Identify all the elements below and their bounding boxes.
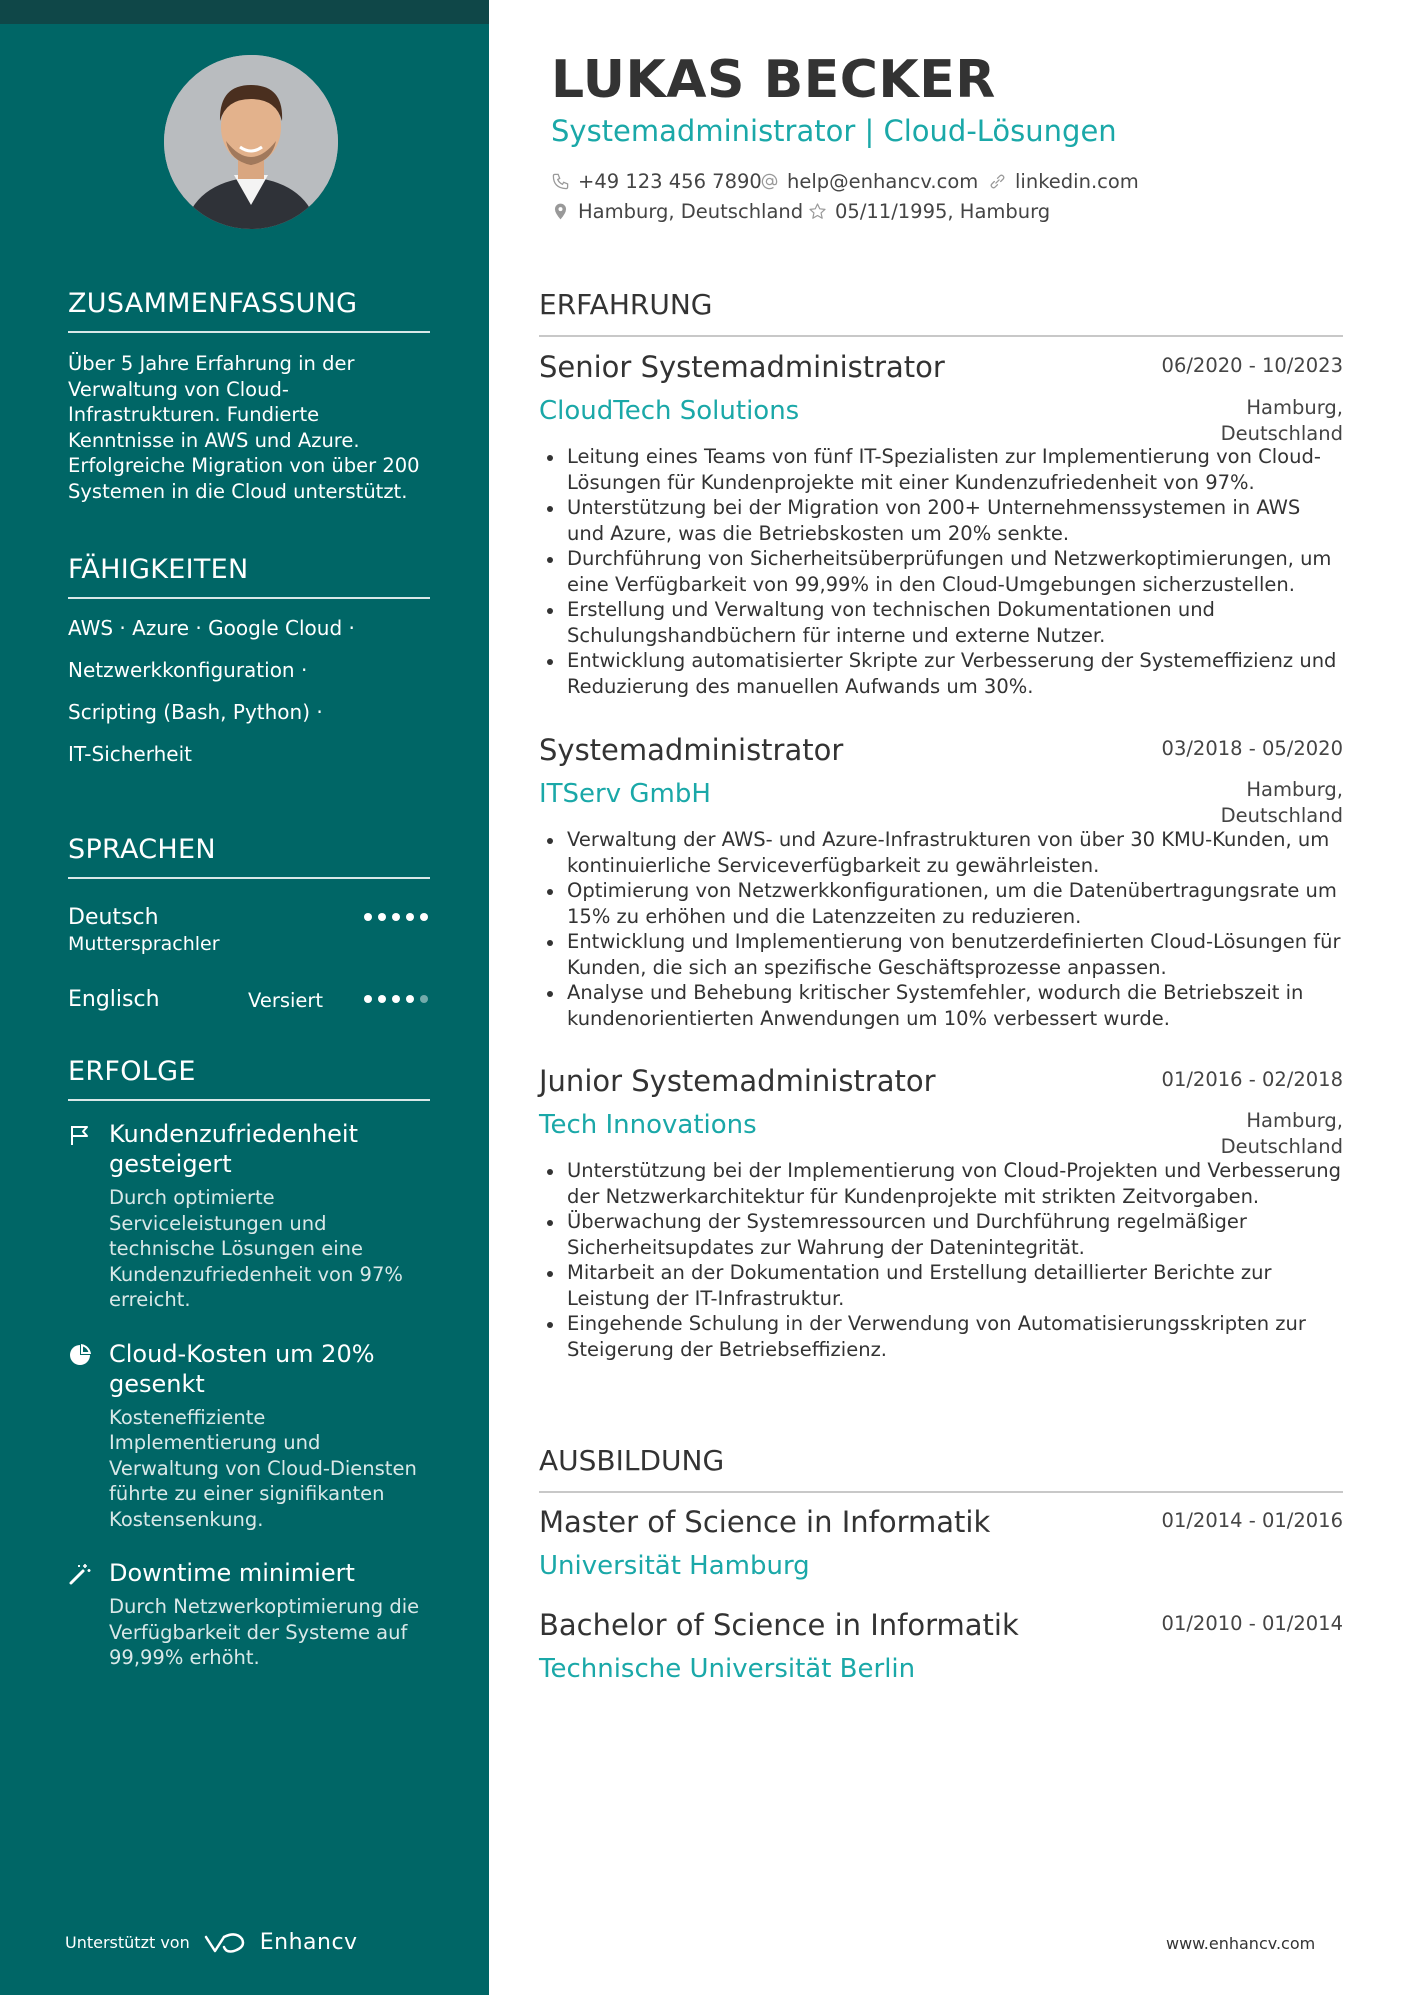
job-location-city: Hamburg, — [1246, 778, 1343, 801]
job-bullet: Erstellung und Verwaltung von technischen Dokumentationen und Schulungshandbüchern für interne und externe Nutzer. — [539, 597, 1343, 648]
languages-heading: SPRACHEN — [68, 834, 430, 879]
job-bullet: Mitarbeit an der Dokumentation und Erstellung detaillierter Berichte zur Leistung der IT-Infrastruktur. — [539, 1260, 1343, 1311]
rating-dot — [392, 913, 400, 921]
job-bullet: Verwaltung der AWS- und Azure-Infrastrukturen von über 30 KMU-Kunden, um kontinuierliche Serviceverfügbarkeit zu gewährleisten. — [539, 827, 1343, 878]
magic-wand-icon — [68, 1562, 92, 1586]
job-location-country: Deutschland — [1220, 803, 1343, 827]
job-bullets — [539, 827, 1343, 1031]
skills-section — [68, 554, 430, 775]
achievement-item — [68, 1558, 430, 1671]
job-bullet: Überwachung der Systemressourcen und Durchführung regelmäßiger Sicherheitsupdates zur Wahrung der Datenintegrität. — [539, 1209, 1343, 1260]
rating-dot — [392, 995, 400, 1003]
birth-text: 05/11/1995, Hamburg — [835, 200, 1051, 223]
languages-section — [68, 834, 430, 1031]
skill-line: IT-Sicherheit — [68, 742, 192, 766]
job-bullet: Unterstützung bei der Implementierung von Cloud-Projekten und Verbesserung der Netzwerkarchitektur für Kundenprojekte mit strikten Zeitvorgaben. — [539, 1158, 1343, 1209]
job-bullet: Durchführung von Sicherheitsüberprüfungen und Netzwerkoptimierungen, um eine Verfügbarkeit von 99,99% in den Cloud-Umgebungen sicherzustellen. — [539, 546, 1343, 597]
job-location-country: Deutschland — [1220, 421, 1343, 445]
job-title: Senior Systemadministrator — [539, 350, 945, 384]
contact-birth — [808, 200, 1050, 223]
education-school: Technische Universität Berlin — [539, 1654, 916, 1684]
job-bullet: Leitung eines Teams von fünf IT-Spezialisten zur Implementierung von Cloud-Lösungen für Kundenprojekte mit einer Kundenzufriedenheit von 97%. — [539, 444, 1343, 495]
skills-list — [68, 607, 430, 775]
job-item — [539, 733, 1343, 1031]
enhancv-logo-icon — [202, 1931, 248, 1955]
rating-dot — [420, 913, 428, 921]
sidebar — [0, 0, 489, 1995]
email-text: help@enhancv.com — [787, 170, 979, 193]
job-location-country: Deutschland — [1220, 1134, 1343, 1158]
powered-by — [65, 1930, 358, 1955]
job-title: Junior Systemadministrator — [539, 1064, 936, 1098]
achievements-heading: ERFOLGE — [68, 1056, 430, 1101]
education-school: Universität Hamburg — [539, 1551, 810, 1581]
education-date: 01/2010 - 01/2014 — [1161, 1612, 1343, 1635]
job-location-city: Hamburg, — [1246, 396, 1343, 419]
achievement-item — [68, 1119, 430, 1313]
achievement-title: Downtime minimiert — [109, 1559, 355, 1587]
education-item — [539, 1505, 1343, 1581]
education-item — [539, 1608, 1343, 1684]
skills-heading: FÄHIGKEITEN — [68, 554, 430, 599]
contact-location — [551, 200, 803, 223]
job-bullet: Entwicklung und Implementierung von benutzerdefinierten Cloud-Lösungen für Kunden, die sich an spezifische Geschäftsprozesse anpassen. — [539, 929, 1343, 980]
location-pin-icon — [551, 202, 570, 221]
contact-phone[interactable] — [551, 170, 762, 193]
linkedin-text: linkedin.com — [1015, 170, 1139, 193]
achievement-title: Cloud-Kosten um 20% gesenkt — [109, 1339, 375, 1398]
achievement-desc: Durch Netzwerkoptimierung die Verfügbarkeit der Systeme auf 99,99% erhöht. — [109, 1595, 420, 1669]
achievements-section — [68, 1056, 430, 1671]
contact-email[interactable] — [760, 170, 978, 193]
job-location — [1221, 1108, 1343, 1159]
rating-dot — [406, 995, 414, 1003]
rating-dot — [406, 913, 414, 921]
language-item-englisch — [68, 973, 430, 1031]
job-location-city: Hamburg, — [1246, 1109, 1343, 1132]
candidate-name: LUKAS BECKER — [551, 50, 996, 110]
education-degree: Bachelor of Science in Informatik — [539, 1608, 1019, 1642]
job-bullet: Eingehende Schulung in der Verwendung von Automatisierungsskripten zur Steigerung der Betriebseffizienz. — [539, 1311, 1343, 1362]
rating-dot — [378, 995, 386, 1003]
language-item-deutsch — [68, 891, 430, 955]
language-level: Muttersprachler — [68, 933, 220, 955]
job-item — [539, 350, 1343, 699]
job-item — [539, 1064, 1343, 1362]
education-heading: AUSBILDUNG — [539, 1444, 1343, 1493]
job-company: ITServ GmbH — [539, 779, 711, 809]
flag-icon — [68, 1123, 92, 1147]
education-degree: Master of Science in Informatik — [539, 1505, 991, 1539]
summary-section — [68, 288, 430, 504]
skill-line: AWS · Azure · Google Cloud · — [68, 616, 355, 640]
achievement-item — [68, 1339, 430, 1533]
summary-heading: ZUSAMMENFASSUNG — [68, 288, 430, 333]
powered-by-brand[interactable]: Enhancv — [259, 1930, 358, 1955]
piggy-bank-icon — [68, 1343, 92, 1367]
job-bullet: Analyse und Behebung kritischer Systemfehler, wodurch die Betriebszeit in kundenorientierten Anwendungen um 10% verbessert wurde. — [539, 980, 1343, 1031]
language-name: Englisch — [68, 987, 160, 1012]
job-company: CloudTech Solutions — [539, 396, 800, 426]
rating-dot — [364, 995, 372, 1003]
achievement-title: Kundenzufriedenheit gesteigert — [109, 1120, 358, 1178]
experience-heading: ERFAHRUNG — [539, 288, 1343, 337]
job-location — [1221, 395, 1343, 446]
link-icon — [988, 172, 1007, 191]
job-title: Systemadministrator — [539, 733, 844, 767]
website-link[interactable]: www.enhancv.com — [1166, 1934, 1316, 1953]
job-location — [1221, 777, 1343, 828]
job-date: 03/2018 - 05/2020 — [1161, 737, 1343, 760]
phone-text: +49 123 456 7890 — [578, 170, 762, 193]
contact-linkedin[interactable] — [988, 170, 1139, 193]
job-date: 01/2016 - 02/2018 — [1161, 1068, 1343, 1091]
skill-line: Scripting (Bash, Python) · — [68, 700, 323, 724]
job-bullet: Entwicklung automatisierter Skripte zur Verbesserung der Systemeffizienz und Reduzierung des manuellen Aufwands um 30%. — [539, 648, 1343, 699]
education-date: 01/2014 - 01/2016 — [1161, 1509, 1343, 1532]
sidebar-top-bar — [0, 0, 489, 24]
avatar — [164, 55, 338, 229]
job-date: 06/2020 - 10/2023 — [1161, 354, 1343, 377]
achievement-desc: Kosteneffiziente Implementierung und Verwaltung von Cloud-Diensten führte zu einer signifikanten Kostensenkung. — [109, 1405, 417, 1531]
language-level: Versiert — [248, 989, 324, 1012]
job-bullets — [539, 444, 1343, 699]
rating-dot — [378, 913, 386, 921]
location-text: Hamburg, Deutschland — [578, 200, 804, 223]
skill-line: Netzwerkkonfiguration · — [68, 658, 308, 682]
star-icon — [808, 202, 827, 221]
rating-dot — [364, 913, 372, 921]
candidate-title: Systemadministrator | Cloud-Lösungen — [551, 114, 1117, 148]
powered-by-label: Unterstützt von — [65, 1933, 190, 1952]
language-name: Deutsch — [68, 905, 159, 930]
rating-dot — [420, 995, 428, 1003]
job-bullet: Optimierung von Netzwerkkonfigurationen, um die Datenübertragungsrate um 15% zu erhöhen und die Latenzzeiten zu reduzieren. — [539, 878, 1343, 929]
phone-icon — [551, 172, 570, 191]
at-sign-icon — [760, 172, 779, 191]
job-company: Tech Innovations — [539, 1110, 757, 1140]
language-rating — [364, 913, 428, 921]
summary-text: Über 5 Jahre Erfahrung in der Verwaltung von Cloud-Infrastrukturen. Fundierte Kenntnisse in AWS und Azure. Erfolgreiche Migration von über 200 Systemen in die Cloud unterstützt. — [68, 352, 420, 503]
language-rating — [364, 995, 428, 1003]
job-bullets — [539, 1158, 1343, 1362]
job-bullet: Unterstützung bei der Migration von 200+ Unternehmenssystemen in AWS und Azure, was die Betriebskosten um 20% senkte. — [539, 495, 1343, 546]
achievement-desc: Durch optimierte Serviceleistungen und technische Lösungen eine Kundenzufriedenheit von 97% erreicht. — [109, 1186, 403, 1311]
